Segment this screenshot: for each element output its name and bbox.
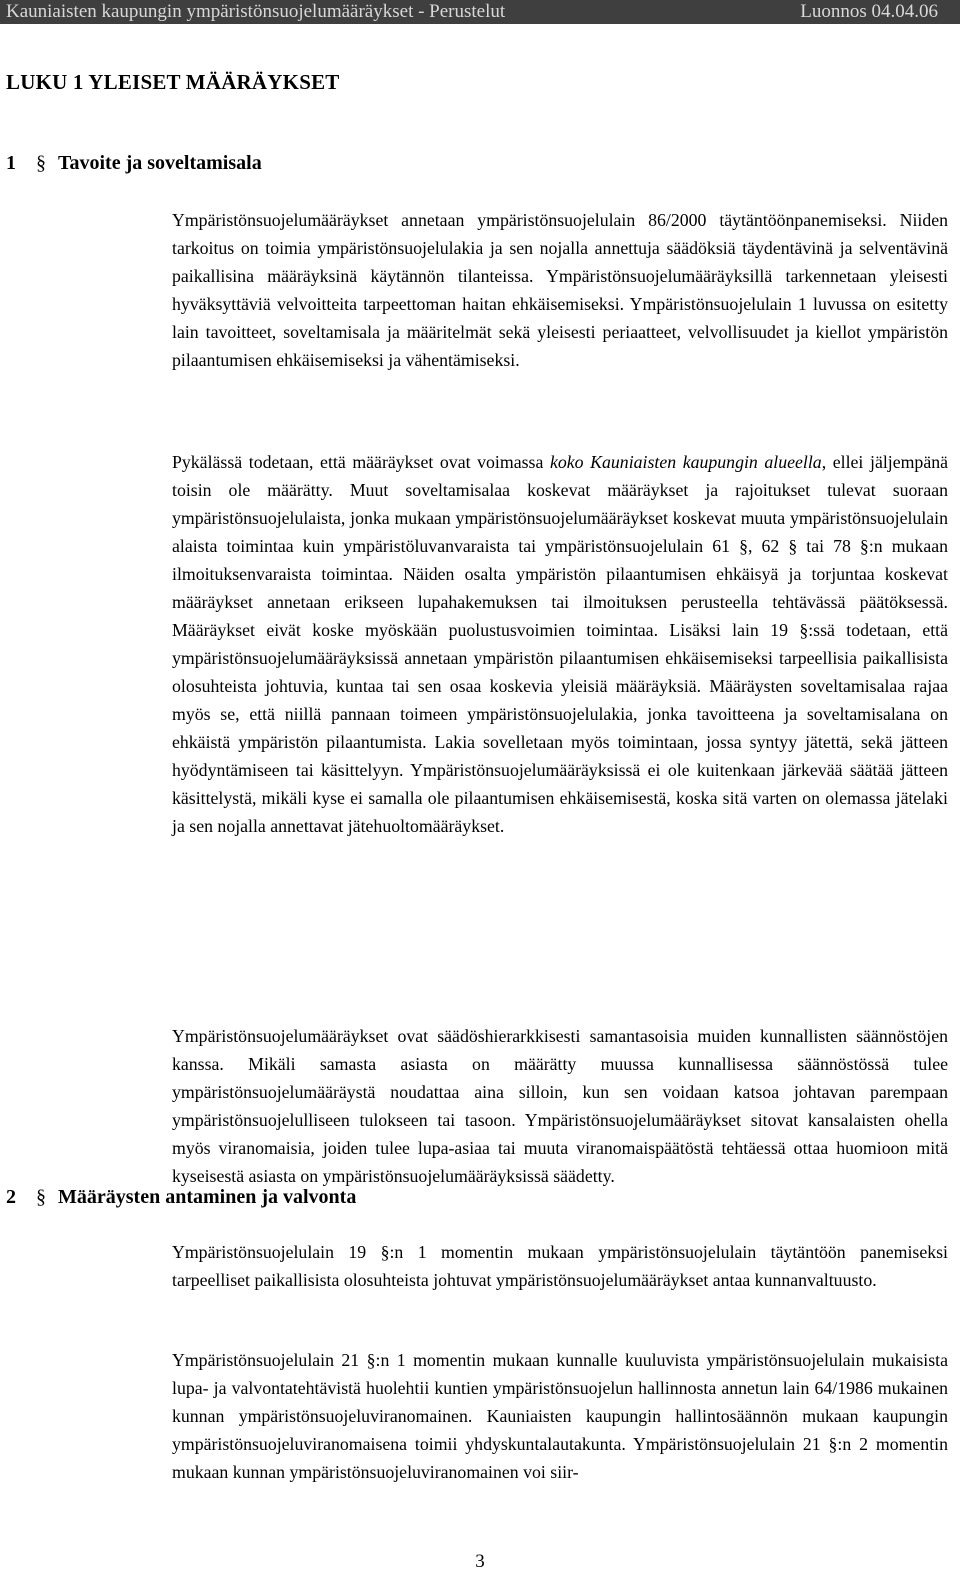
draft-date: Luonnos 04.04.06 [800, 1, 938, 22]
page-number: 3 [475, 1551, 485, 1572]
paragraph [172, 206, 948, 374]
section-number: 2 [6, 1186, 16, 1208]
section-title: Tavoite ja soveltamisala [58, 152, 262, 174]
paragraph-text: Ympäristönsuojelulain 21 §:n 1 momentin mukaan kunnalle kuuluvista ympäristönsuojelulain mukaisista lupa- ja valvontatehtävistä huolehtii kuntien ympäristönsuojelun hallinnosta annetun lain 64/1986 mukainen kunnan ympäristönsuojeluviranomainen. Kauniaisten kaupungin hallintosäännön mukaan kaupungin ympäristönsuojeluviranomaisena toimii yhdyskuntalautakunta. Ympäristönsuojelulain 21 §:n 2 momentin mukaan kunnan ympäristönsuojeluviranomainen voi siir- [172, 1350, 948, 1482]
paragraph-text: Ympäristönsuojelulain 19 §:n 1 momentin mukaan ympäristönsuojelulain täytäntöön panemiseksi tarpeelliset paikallisista olosuhteista johtuvat ympäristönsuojelumääräykset antaa kunnanvaltuusto. [172, 1242, 948, 1290]
section-symbol: § [36, 1186, 46, 1208]
paragraph [172, 1346, 948, 1486]
paragraph [172, 448, 948, 840]
section-heading-1 [6, 152, 262, 175]
paragraph-text: Ympäristönsuojelumääräykset annetaan ympäristönsuojelulain 86/2000 täytäntöönpanemiseksi. Niiden tarkoitus on toimia ympäristönsuojelulakia ja sen nojalla annettuja säädöksiä täydentävinä ja selventävinä paikallisina määräyksinä käytännön tilanteissa. Ympäristönsuojelumääräyksillä tarkennetaan yleisesti hyväksyttäviä velvoitteita tarpeettoman haitan ehkäisemiseksi. Ympäristönsuojelulain 1 luvussa on esitetty lain tavoitteet, soveltamisala ja määritelmät sekä yleisesti periaatteet, velvollisuudet ja kiellot ympäristön pilaantumisen ehkäisemiseksi ja vähentämiseksi. [172, 210, 948, 370]
page-header [0, 0, 960, 24]
paragraph-emphasis: koko Kauniaisten kaupungin alueella [549, 452, 822, 472]
paragraph-text: Ympäristönsuojelumääräykset ovat säädöshierarkkisesti samantasoisia muiden kunnallisten säännöstöjen kanssa. Mikäli samasta asiasta on määrätty muussa kunnallisessa säännöstössä tulee ympäristönsuojelumääräystä noudattaa aina silloin, kun sen voidaan katsoa johtavan parempaan ympäristönsuojelulliseen tulokseen tai tasoon. Ympäristönsuojelumääräykset sitovat kansalaisten ohella myös viranomaisia, joiden tulee lupa-asiaa tai muuta viranomaispäätöstä tehtäessä ottaa huomioon mitä kyseisestä asiasta on ympäristönsuojelumääräyksissä säädetty. [172, 1026, 948, 1186]
chapter-heading: LUKU 1 YLEISET MÄÄRÄYKSET [6, 70, 340, 94]
document-title: Kauniaisten kaupungin ympäristönsuojelumääräykset - Perustelut [6, 1, 506, 22]
paragraph-text: , ellei jäljempänä toisin ole määrätty. Muut soveltamisalaa koskevat määräykset ja rajoitukset tulevat suoraan ympäristönsuojelulaista, jonka mukaan ympäristönsuojelumääräykset koskevat muuta ympäristönsuojelulain alaista toimintaa kuin ympäristöluvanvaraista tai ympäristönsuojelulain 61 §, 62 § tai 78 §:n mukaan ilmoituksenvaraista toimintaa. Näiden osalta ympäristön pilaantumisen ehkäisyä ja torjuntaa koskevat määräykset annetaan erikseen lupahakemuksen tai ilmoituksen perusteella tehtävässä päätöksessä. Määräykset eivät koske myöskään puolustusvoimien toimintaa. Lisäksi lain 19 §:ssä todetaan, että ympäristönsuojelumääräyksissä annetaan ympäristön pilaantumisen ehkäisemiseksi tarpeellisia paikallisista olosuhteista johtuvia, kuntaa tai sen osaa koskevia yleisiä määräyksiä. Määräysten soveltamisalaa rajaa myös se, että niillä pannaan toimeen ympäristönsuojelulakia, jonka tavoitteena ja soveltamisalana on ehkäistä ympäristön pilaantumista. Lakia sovelletaan myös toimintaan, jossa syntyy jätettä, sekä jätteen hyödyntämiseen tai käsittelyyn. Ympäristönsuojelumääräyksissä ei ole kuitenkaan järkevää säätää jätteen käsittelystä, mikäli kyse ei samalla ole pilaantumisen ehkäisemisestä, koska sitä varten on olemassa jätelaki ja sen nojalla annettavat jätehuoltomääräykset. [172, 452, 949, 836]
section-heading-2 [6, 1186, 356, 1209]
section-symbol: § [36, 152, 46, 174]
paragraph [172, 1238, 948, 1294]
paragraph [172, 1022, 948, 1190]
paragraph-text: Pykälässä todetaan, että määräykset ovat voimassa [172, 452, 550, 472]
section-number: 1 [6, 152, 16, 174]
section-title: Määräysten antaminen ja valvonta [58, 1186, 357, 1208]
